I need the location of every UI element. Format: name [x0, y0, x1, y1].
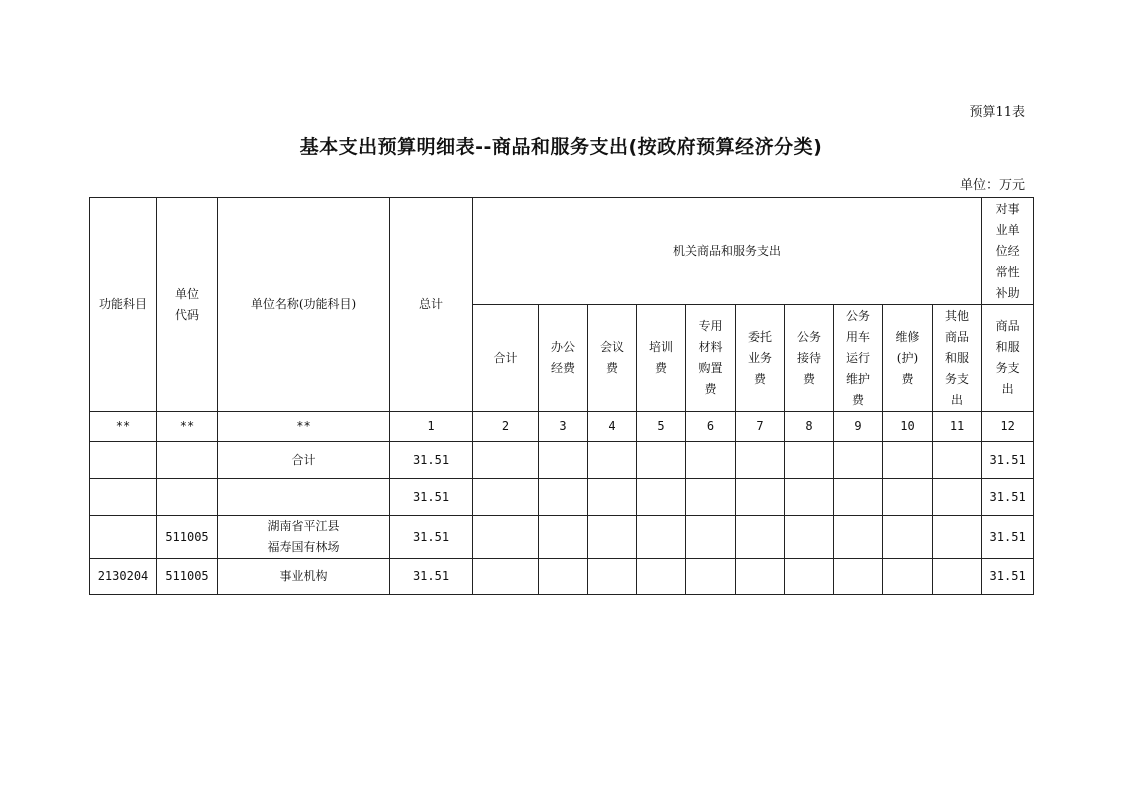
- index-cell: 10: [883, 412, 933, 442]
- value-cell: [736, 479, 785, 516]
- value-cell: [473, 559, 539, 595]
- header-text: 公务: [845, 308, 870, 323]
- unit-code-cell: [157, 479, 218, 516]
- header-text: 合计: [493, 350, 518, 365]
- header-text: 维修: [895, 329, 920, 344]
- header-subsidy: [982, 198, 1034, 305]
- value-cell: [686, 479, 736, 516]
- header-text: 务支: [945, 371, 970, 386]
- unit-name-text: 福寿国有林场: [267, 540, 340, 554]
- header-material-fee: [686, 305, 736, 412]
- index-cell: 2: [473, 412, 539, 442]
- header-text: 费: [802, 371, 815, 386]
- header-text: 其他: [945, 308, 970, 323]
- value-cell: [933, 442, 982, 479]
- value-cell: [539, 516, 588, 559]
- subsidy-goods-cell: 31.51: [982, 516, 1034, 559]
- unit-label: 单位：万元: [959, 178, 1025, 193]
- value-cell: [785, 479, 834, 516]
- header-text: 对事: [995, 201, 1020, 216]
- table-row: [90, 442, 1034, 479]
- header-text: 单位: [174, 286, 199, 301]
- header-text: 专用: [698, 319, 723, 333]
- func-subject-cell: [90, 479, 157, 516]
- page-title: 基本支出预算明细表--商品和服务支出(按政府预算经济分类): [299, 136, 823, 158]
- table-row: [90, 479, 1034, 516]
- value-cell: [539, 479, 588, 516]
- index-cell: **: [157, 412, 218, 442]
- header-text: 商品: [945, 329, 970, 344]
- unit-name-cell: [218, 479, 390, 516]
- value-cell: [785, 442, 834, 479]
- value-cell: [686, 442, 736, 479]
- value-cell: [834, 479, 883, 516]
- header-vehicle-fee: [834, 305, 883, 412]
- header-text: 补助: [995, 285, 1020, 300]
- index-cell: 5: [637, 412, 686, 442]
- value-cell: [736, 442, 785, 479]
- header-subsidy-goods: [982, 305, 1034, 412]
- index-cell: **: [218, 412, 390, 442]
- func-subject-cell: [90, 442, 157, 479]
- value-cell: [736, 559, 785, 595]
- value-cell: [736, 516, 785, 559]
- unit-name-cell: 合计: [218, 442, 390, 479]
- header-text: (护): [896, 350, 919, 365]
- header-text: 商品: [995, 319, 1020, 333]
- index-cell: 9: [834, 412, 883, 442]
- value-cell: [785, 516, 834, 559]
- value-cell: [539, 559, 588, 595]
- header-total: 总计: [390, 198, 473, 412]
- header-text: 费: [901, 371, 914, 386]
- subsidy-goods-cell: 31.51: [982, 559, 1034, 595]
- value-cell: [637, 479, 686, 516]
- header-text: 和服: [945, 350, 970, 365]
- header-text: 会议: [599, 340, 624, 354]
- header-text: 出: [1001, 382, 1014, 396]
- header-office-fee: [539, 305, 588, 412]
- subsidy-goods-cell: 31.51: [982, 479, 1034, 516]
- header-row-top: [90, 198, 1034, 305]
- header-text: 费: [753, 371, 766, 386]
- unit-code-cell: [157, 442, 218, 479]
- index-cell: 12: [982, 412, 1034, 442]
- subsidy-goods-cell: 31.51: [982, 442, 1034, 479]
- table-row: [90, 516, 1034, 559]
- value-cell: [933, 559, 982, 595]
- value-cell: [834, 516, 883, 559]
- value-cell: [473, 442, 539, 479]
- header-text: 购置: [698, 361, 723, 375]
- value-cell: [883, 559, 933, 595]
- header-text: 接待: [796, 350, 821, 365]
- value-cell: [473, 479, 539, 516]
- total-cell: 31.51: [390, 442, 473, 479]
- index-cell: 4: [588, 412, 637, 442]
- header-text: 位经: [995, 243, 1020, 258]
- header-other-goods: [933, 305, 982, 412]
- header-text: 经费: [550, 361, 575, 375]
- unit-name-cell: [218, 516, 390, 559]
- value-cell: [883, 516, 933, 559]
- unit-code-cell: 511005: [157, 559, 218, 595]
- header-reception-fee: [785, 305, 834, 412]
- header-text: 用车: [845, 329, 870, 344]
- header-text: 维护: [845, 371, 870, 386]
- value-cell: [686, 516, 736, 559]
- unit-name-cell: 事业机构: [218, 559, 390, 595]
- header-text: 出: [951, 392, 964, 407]
- header-text: 费: [851, 392, 864, 407]
- index-row: [90, 412, 1034, 442]
- unit-name-text: 湖南省平江县: [267, 519, 340, 533]
- header-commission-fee: [736, 305, 785, 412]
- value-cell: [588, 442, 637, 479]
- header-sub-total: [473, 305, 539, 412]
- total-cell: 31.51: [390, 479, 473, 516]
- header-text: 委托: [747, 329, 772, 344]
- header-text: 办公: [550, 340, 575, 354]
- index-cell: 1: [390, 412, 473, 442]
- document-label: 预算11表: [969, 105, 1025, 120]
- value-cell: [933, 516, 982, 559]
- unit-code-cell: 511005: [157, 516, 218, 559]
- header-unit-name: 单位名称(功能科目): [218, 198, 390, 412]
- header-text: 业单: [995, 222, 1020, 237]
- value-cell: [785, 559, 834, 595]
- value-cell: [637, 559, 686, 595]
- header-training-fee: [637, 305, 686, 412]
- header-text: 代码: [174, 307, 199, 322]
- header-text: 公务: [796, 329, 821, 344]
- value-cell: [637, 442, 686, 479]
- index-cell: 8: [785, 412, 834, 442]
- header-org-goods-services: 机关商品和服务支出: [473, 198, 982, 305]
- value-cell: [539, 442, 588, 479]
- func-subject-cell: [90, 516, 157, 559]
- value-cell: [933, 479, 982, 516]
- value-cell: [834, 442, 883, 479]
- func-subject-cell: 2130204: [90, 559, 157, 595]
- value-cell: [588, 516, 637, 559]
- header-unit-code: [157, 198, 218, 412]
- header-text: 务支: [995, 361, 1020, 375]
- header-text: 常性: [995, 264, 1020, 279]
- budget-table: [89, 197, 1034, 595]
- index-cell: 7: [736, 412, 785, 442]
- header-text: 培训: [648, 340, 673, 354]
- header-text: 业务: [747, 350, 772, 365]
- header-maintenance-fee: [883, 305, 933, 412]
- header-text: 运行: [845, 350, 870, 365]
- value-cell: [686, 559, 736, 595]
- total-cell: 31.51: [390, 516, 473, 559]
- index-cell: 11: [933, 412, 982, 442]
- header-text: 费: [605, 361, 618, 375]
- header-text: 和服: [995, 340, 1020, 354]
- header-func-subject: 功能科目: [90, 198, 157, 412]
- header-text: 费: [654, 361, 667, 375]
- table-row: [90, 559, 1034, 595]
- value-cell: [834, 559, 883, 595]
- index-cell: **: [90, 412, 157, 442]
- value-cell: [883, 479, 933, 516]
- header-meeting-fee: [588, 305, 637, 412]
- header-text: 材料: [698, 340, 723, 354]
- value-cell: [637, 516, 686, 559]
- value-cell: [588, 559, 637, 595]
- value-cell: [473, 516, 539, 559]
- value-cell: [883, 442, 933, 479]
- total-cell: 31.51: [390, 559, 473, 595]
- value-cell: [588, 479, 637, 516]
- index-cell: 3: [539, 412, 588, 442]
- index-cell: 6: [686, 412, 736, 442]
- header-text: 费: [704, 382, 717, 396]
